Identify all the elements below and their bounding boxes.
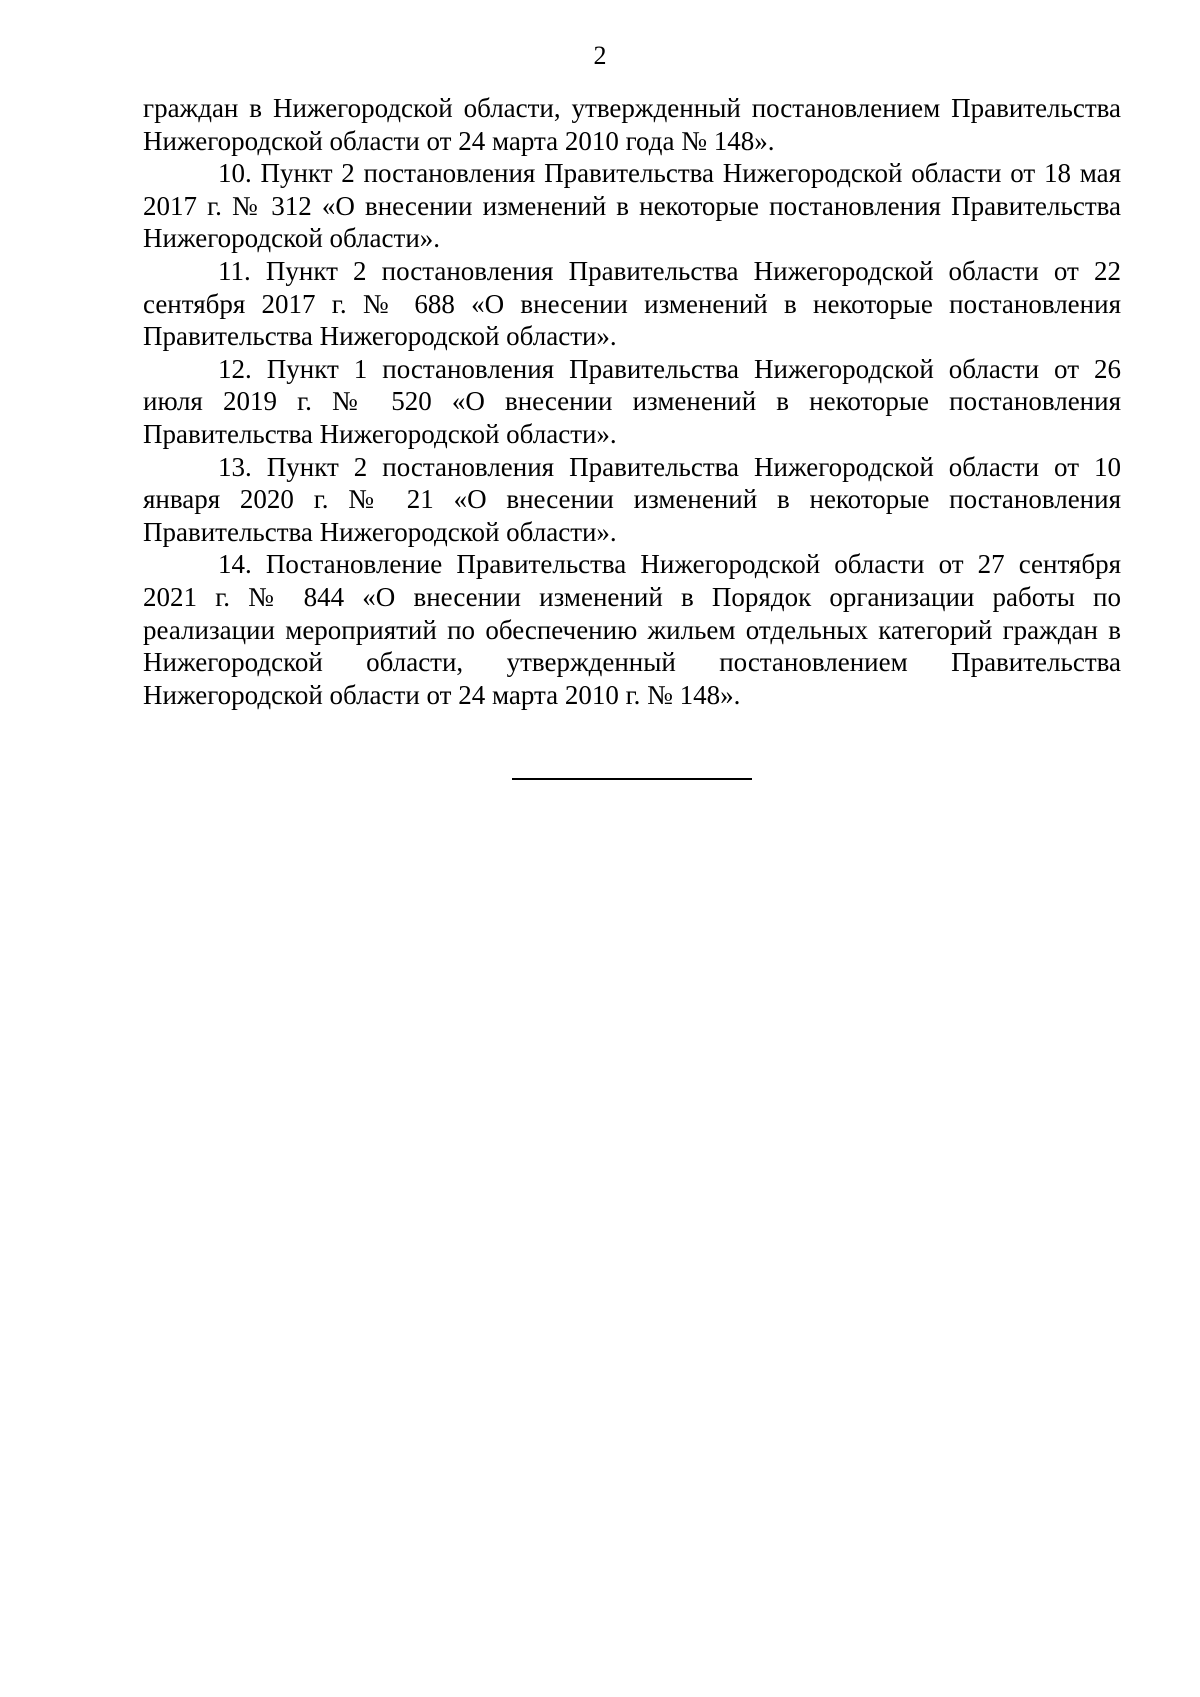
- paragraph-continuation: граждан в Нижегородской области, утвержденный постановлением Правительства Нижегородской области от 24 марта 2010 года № 148».: [143, 93, 1121, 156]
- end-separator-line: [512, 778, 752, 780]
- document-body: [143, 92, 1121, 711]
- paragraph-item-14: 14. Постановление Правительства Нижегородской области от 27 сентября 2021 г. № 844 «О внесении изменений в Порядок организации работы по реализации мероприятий по обеспечению жильем отдельных категорий граждан в Нижегородской области, утвержденный постановлением Правительства Нижегородской области от 24 марта 2010 г. № 148».: [143, 549, 1121, 710]
- paragraph-item-11: 11. Пункт 2 постановления Правительства Нижегородской области от 22 сентября 2017 г. № 688 «О внесении изменений в некоторые постановления Правительства Нижегородской области».: [143, 255, 1121, 352]
- paragraph-item-13: 13. Пункт 2 постановления Правительства Нижегородской области от 10 января 2020 г. № 21 «О внесении изменений в некоторые постановления Правительства Нижегородской области».: [143, 451, 1121, 547]
- paragraph-item-12: 12. Пункт 1 постановления Правительства Нижегородской области от 26 июля 2019 г. № 520 «О внесении изменений в некоторые постановления Правительства Нижегородской области».: [143, 353, 1121, 449]
- page-number: 2: [593, 41, 607, 70]
- paragraph-item-10: 10. Пункт 2 постановления Правительства Нижегородской области от 18 мая 2017 г. № 312 «О внесении изменений в некоторые постановления Правительства Нижегородской области».: [143, 158, 1121, 254]
